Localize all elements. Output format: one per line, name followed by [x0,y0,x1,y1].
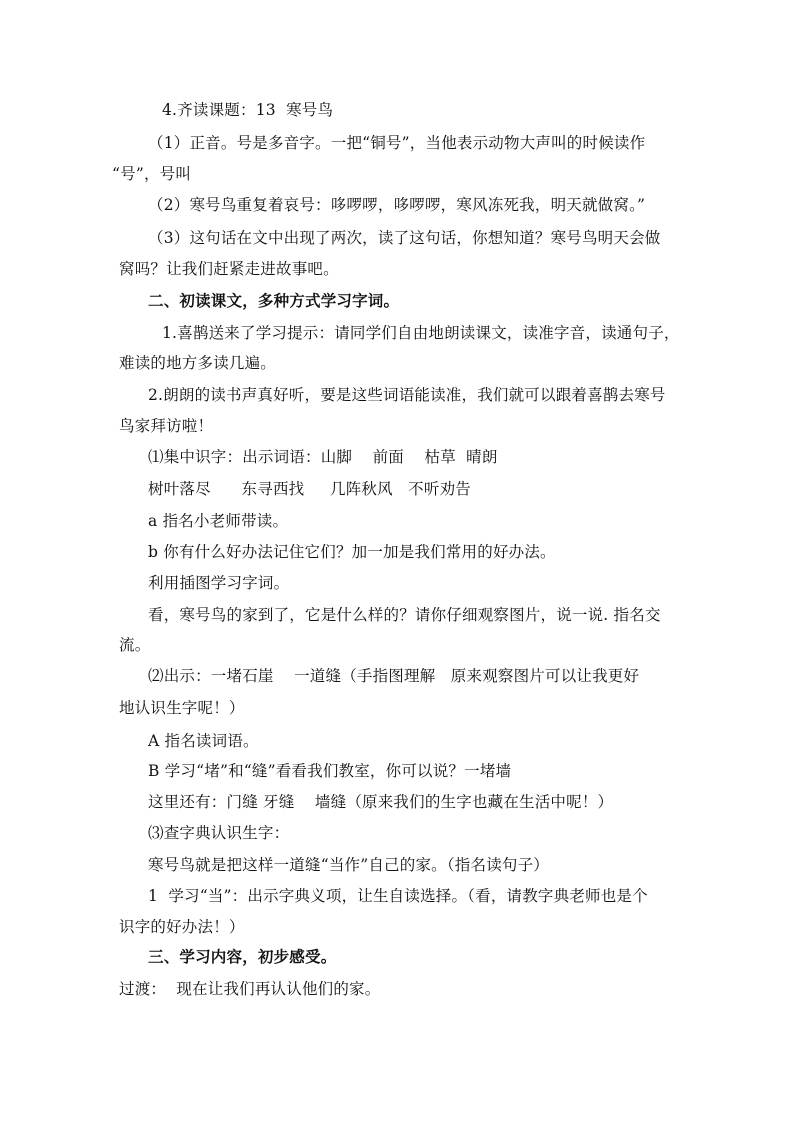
vocab-line-1: ⑴集中识字：出示词语：山脚 前面 枯草 晴朗 [148,448,498,466]
illustration-note: 利用插图学习字词。 [148,574,290,592]
also-line: 这里还有：门缝 牙缝 墙缝（原来我们的生字也藏在生活中呢！） [148,793,614,811]
observe-line-2: 流。 [119,636,151,654]
item-1-line-1: 1.喜鹊送来了学习提示：请同学们自由地朗读课文，读准字音，读通句子， [162,324,680,342]
sub-b: b 你有什么好办法记住它们？加一加是我们常用的好办法。 [148,543,556,561]
show-line-2: 地认识生字呢！） [119,699,245,717]
item-2-line-1: 2.朗朗的读书声真好听，要是这些词语能读准，我们就可以跟着喜鹊去寒号 [148,386,666,404]
step-4-title: 4.齐读课题：13 寒号鸟 [162,101,334,119]
observe-line-1: 看，寒号鸟的家到了，它是什么样的？请你仔细观察图片，说一说. 指名交 [148,606,661,624]
sub-B: B 学习“堵”和“缝”看看我们教室，你可以说？一堵墙 [148,762,512,780]
sub-a: a 指名小老师带读。 [148,512,289,530]
learn-dang-line-2: 识字的好办法！） [119,918,245,936]
vocab-line-2: 树叶落尽 东寻西找 几阵秋风 不听劝告 [148,480,471,498]
para-3-line-1: （3）这句话在文中出现了两次，读了这句话，你想知道？寒号鸟明天会做 [148,229,661,247]
para-1-line-1: （1）正音。号是多音字。一把“铜号”，当他表示动物大声叫的时候读作 [148,134,646,152]
show-line-1: ⑵出示：一堵石崖 一道缝（手指图理解 原来观察图片可以让我更好 [148,667,640,685]
transition-line: 过渡： 现在让我们再认认他们的家。 [119,980,381,998]
home-sentence: 寒号鸟就是把这样一道缝“当作”自己的家。（指名读句子） [148,856,549,874]
section-2-heading: 二、初读课文，多种方式学习字词。 [148,291,400,310]
para-1-line-2: “号”，号叫 [112,165,192,183]
item-1-line-2: 难读的地方多读几遍。 [119,354,277,372]
sub-A: A 指名读词语。 [148,732,259,750]
para-2-line-1: （2）寒号鸟重复着哀号：哆啰啰，哆啰啰，寒风冻死我，明天就做窝。” [148,196,646,214]
learn-dang-line-1: 1 学习“当”：出示字典义项，让生自读选择。（看，请教字典老师也是个 [148,887,648,905]
para-3-line-2: 窝吗？让我们赶紧走进故事吧。 [119,260,339,278]
item-2-line-2: 鸟家拜访啦！ [119,417,214,435]
section-3-heading: 三、学习内容，初步感受。 [148,947,337,966]
dictionary-heading: ⑶查字典认识生字： [148,824,290,842]
